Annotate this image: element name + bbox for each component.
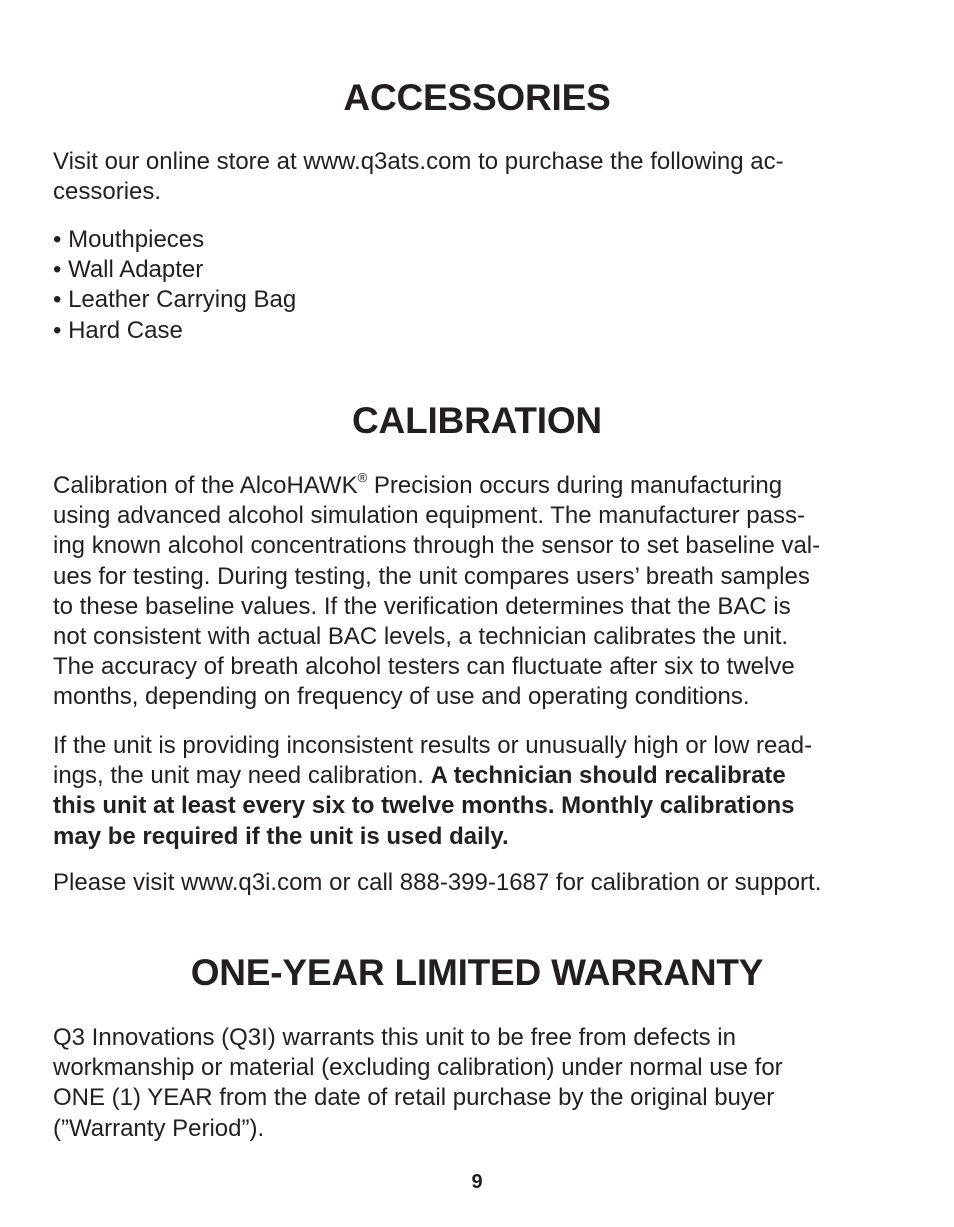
calibration-line: months, depending on frequency of use and operating conditions. xyxy=(53,683,750,711)
accessories-intro-line: cessories. xyxy=(53,178,162,206)
list-item: • Wall Adapter xyxy=(53,256,204,284)
calibration-line xyxy=(53,471,913,501)
registered-mark: ® xyxy=(357,470,368,485)
warranty-paragraph xyxy=(53,1023,913,1144)
calibration-support-line: Please visit www.q3i.com or call 888-399-1687 for calibration or support. xyxy=(53,869,822,896)
calibration-line: The accuracy of breath alcohol testers can fluctuate after six to twelve xyxy=(53,653,795,681)
calibration-line-text: Calibration of the AlcoHAWK xyxy=(53,472,358,499)
calibration-heading: CALIBRATION xyxy=(352,400,602,441)
list-item: • Mouthpieces xyxy=(53,226,205,253)
accessories-intro-line: Visit our online store at www.q3ats.com to purchase the following ac- xyxy=(53,148,784,175)
accessories-heading: ACCESSORIES xyxy=(343,77,611,118)
calibration-line: using advanced alcohol simulation equipment. The manufacturer pass- xyxy=(53,502,805,530)
calibration-paragraph-2 xyxy=(53,731,913,852)
page-number: 9 xyxy=(471,1171,483,1193)
calibration-line-text: ings, the unit may need calibration. xyxy=(53,762,431,790)
accessories-intro xyxy=(53,147,913,207)
calibration-paragraph-3 xyxy=(53,868,913,898)
calibration-emphasis-line: this unit at least every six to twelve months. Monthly calibrations xyxy=(53,792,795,820)
calibration-line: to these baseline values. If the verification determines that the BAC is xyxy=(53,592,791,620)
calibration-paragraph-1 xyxy=(53,471,913,713)
warranty-line: workmanship or material (excluding calibration) under normal use for xyxy=(53,1054,783,1082)
warranty-heading: ONE-YEAR LIMITED WARRANTY xyxy=(190,952,764,993)
calibration-line: If the unit is providing inconsistent results or unusually high or low read- xyxy=(53,732,813,759)
warranty-line: ONE (1) YEAR from the date of retail purchase by the original buyer xyxy=(53,1084,775,1112)
warranty-line: Q3 Innovations (Q3I) warrants this unit to be free from defects in xyxy=(53,1024,736,1051)
calibration-emphasis: A technician should recalibrate xyxy=(430,762,786,790)
list-item: • Leather Carrying Bag xyxy=(53,286,297,314)
calibration-line: ues for testing. During testing, the unit compares users’ breath samples xyxy=(53,562,810,590)
calibration-emphasis-line: may be required if the unit is used daily. xyxy=(53,822,509,850)
list-item: • Hard Case xyxy=(53,316,183,344)
calibration-line xyxy=(53,761,913,791)
calibration-line: not consistent with actual BAC levels, a technician calibrates the unit. xyxy=(53,623,789,651)
calibration-line: ing known alcohol concentrations through the sensor to set baseline val- xyxy=(53,532,821,560)
calibration-line-text: Precision occurs during manufacturing xyxy=(367,472,783,499)
accessories-list xyxy=(53,225,913,346)
warranty-line: (”Warranty Period”). xyxy=(53,1114,265,1142)
